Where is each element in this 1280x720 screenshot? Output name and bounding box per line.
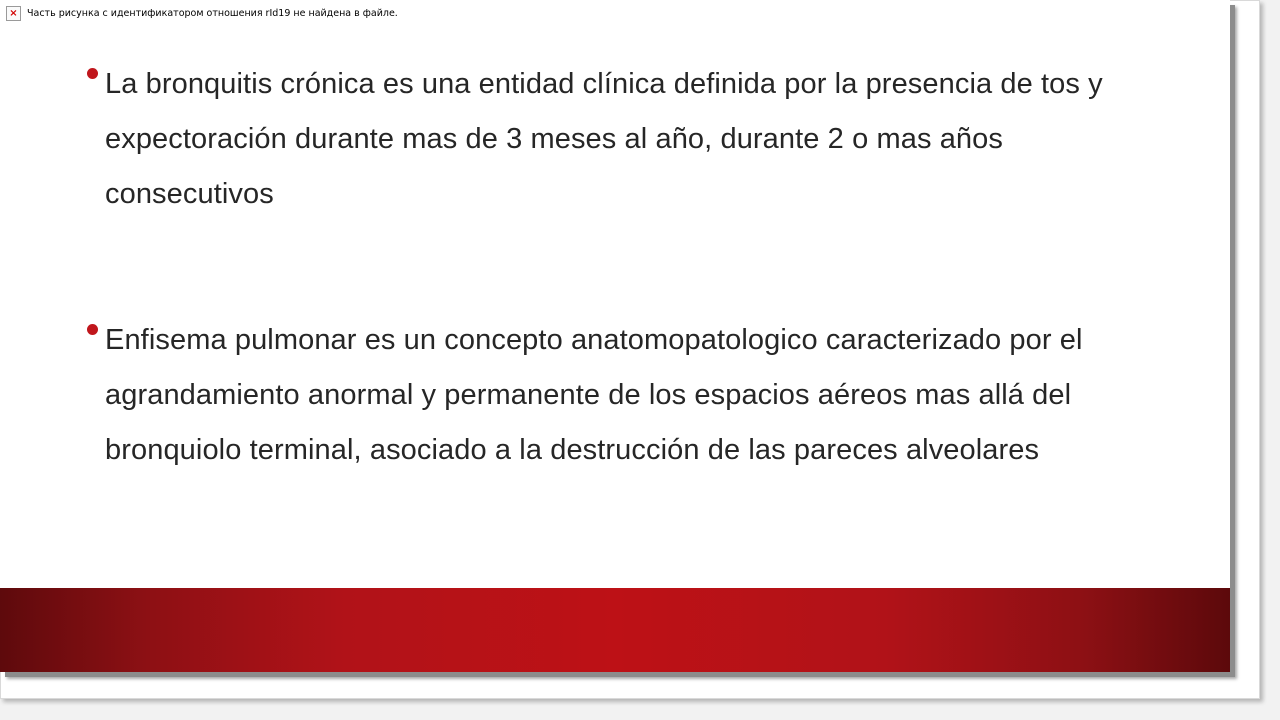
bullet-text: La bronquitis crónica es una entidad clínica definida por la presencia de tos y expectoración durante mas de 3 meses al año, durante 2 o mas años consecutivos [105,68,1103,210]
bullet-dot-icon [87,324,98,335]
broken-image-icon: × [6,6,21,21]
bullet-dot-icon [87,68,98,79]
broken-image-notice: Часть рисунка с идентификатором отношения rId19 не найдена в файле. [27,7,398,19]
broken-image-placeholder [6,4,398,22]
footer-red-band [0,588,1230,672]
bullet-text: Enfisema pulmonar es un concepto anatomopatologico caracterizado por el agrandamiento anormal y permanente de los espacios aéreos mas allá del bronquiolo terminal, asociado a la destrucción de las pareces alveolares [105,324,1083,466]
bullet-item [84,57,1174,222]
bullet-item [84,313,1174,478]
